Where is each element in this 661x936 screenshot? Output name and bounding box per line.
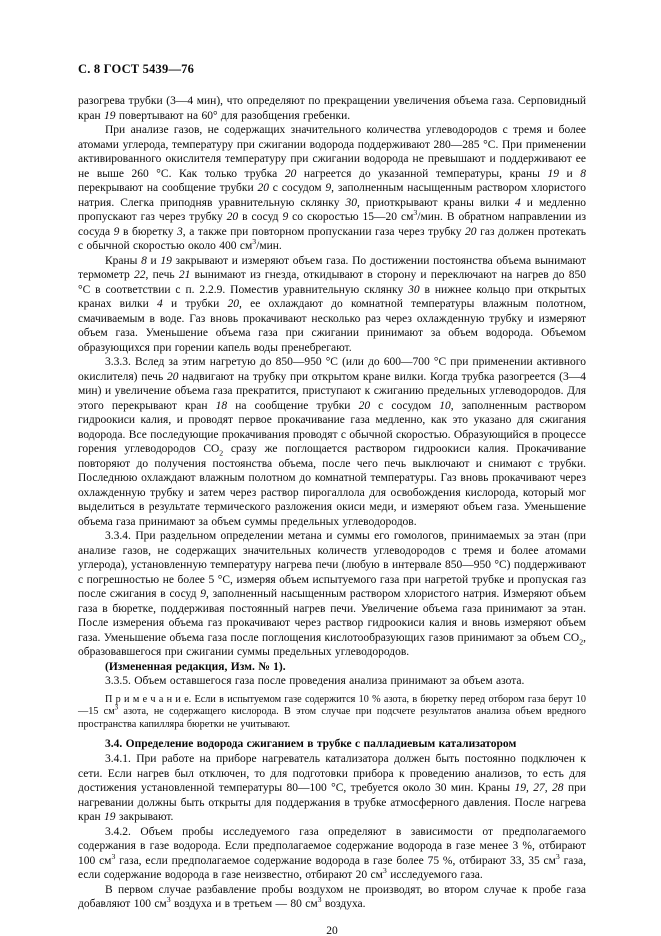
text-run: (Измененная редакция, Изм. № 1). — [105, 660, 286, 673]
text-run: при нагревании должны быть открыты для поддержания в трубке атмосферного давления. После нагрева кран — [78, 782, 587, 824]
text-run: , печь — [145, 269, 179, 281]
para-3-4-2 — [78, 825, 586, 883]
text-run: 3.3.5. Объем оставшегося газа после проведения анализа принимают за объем азота. — [105, 675, 525, 687]
text-run: /мин. В обратном направлении из сосуда — [78, 211, 586, 238]
text-run: 18 — [215, 399, 228, 412]
text-run: 3 — [252, 237, 257, 247]
para-3-3-4 — [78, 529, 586, 660]
text-run: газа, если содержание водорода в газе неизвестно, отбирают 20 см — [78, 854, 587, 882]
text-run: В первом случае разбавление пробы воздухом не производят, во втором случае к пробе газа добавляют 100 см — [78, 883, 586, 911]
text-run: 3.3.3. Вслед за этим нагретую до 850—950 °С (или до 600—700 °С при применении активного окислителя) печь — [78, 356, 586, 383]
text-run: 21 — [178, 269, 191, 281]
page-header: С. 8 ГОСТ 5439—76 — [78, 62, 195, 76]
text-run: газа, если предполагаемое содержание водорода в газе более 75 %, отбирают 33, 35 см — [115, 854, 556, 867]
text-run: сразу же поглощается раствором гидроокиси калия. Прокачивание повторяют до получения постоянства объема, после чего печь выключают и снимают с трубки. Последнюю охлаждают влажным полотном до комнатной температуры. Газ вновь прокачивают через охлажденную трубку и затем через раствор пирогаллола для освобождения кислорода, который мог выделиться в результате термического разложения окиси меди, и измеряют объем газа. Уменьшение объема газа принимают за объем суммы предельных углеводородов. — [78, 443, 586, 528]
text-run: и медленно пропускают газ через трубку — [78, 196, 586, 223]
text-run: и трубки — [162, 298, 228, 310]
document-body — [78, 94, 586, 912]
text-run: , ее охлаждают до комнатной температуры влажным полотном, смачиваемым в воде. Газ вновь прокачивают несколько раз через охлажденную трубку и измеряют объем газа. Уменьшение объема газа при сжигании принимают за объем водорода. Объемом образующихся при горении капель воды пренебрегают. — [78, 298, 587, 354]
text-run: нагреется до указанной температуры, краны — [296, 167, 548, 180]
text-run: разогрева трубки (3—4 мин), что определяют по прекращении увеличения объема газа. Серповидный кран — [78, 95, 586, 122]
text-run: , а также при повторном пропускании газа через трубку — [182, 225, 466, 238]
text-run: 2 — [219, 448, 224, 458]
text-run: на сообщение трубки — [227, 399, 359, 412]
text-run: с сосудом — [268, 182, 326, 194]
para-3-3-5 — [78, 674, 586, 689]
text-run: и — [146, 254, 161, 267]
text-run: 8 — [141, 254, 147, 267]
text-run: 22 — [134, 269, 146, 281]
text-run: и — [558, 167, 581, 180]
text-run: вынимают из гнезда, откидывают в сторону и переключают на нагрев до 850 °С в соответствии с п. 2.2.9. Поместив уравнительную склянку — [78, 269, 586, 296]
text-run: 19, 27, 28 — [514, 782, 564, 795]
text-run: 20 — [166, 370, 179, 383]
text-run: 2 — [579, 636, 584, 646]
text-run: в бюретку — [119, 225, 178, 238]
page-number: 20 — [326, 924, 338, 936]
text-run: 3.4.2. Объем пробы исследуемого газа определяют в зависимости от предполагаемого содержания в газе водорода. Если предполагаемое содержание водорода в газе менее 3 %, отбирают 100 см — [78, 825, 586, 867]
text-run: 20 — [358, 399, 371, 412]
text-run: 20 — [284, 167, 297, 180]
text-run: закрывают. — [115, 811, 174, 824]
text-run: 20 — [226, 211, 239, 223]
text-run: перекрывают на сообщение трубки — [78, 182, 258, 194]
para-amendment-notice — [78, 660, 586, 675]
text-run: 19 — [160, 254, 172, 267]
text-run: 9 — [200, 588, 206, 600]
para-volume-measurement — [78, 254, 586, 356]
text-run: 3 — [317, 895, 322, 905]
text-run: 30 — [408, 283, 420, 296]
text-run: 19 — [547, 167, 559, 180]
text-run: Краны — [105, 254, 142, 267]
text-run: воздуха. — [321, 898, 366, 911]
text-run: 9 — [282, 211, 289, 223]
text-run: 8 — [580, 167, 587, 180]
para-gas-analysis-temperatures — [78, 123, 586, 254]
text-run: надвигают на трубку при открытом кране вилки. Когда трубка разогреется (3—4 мин) и увеличение объема газа прекратится, приступают к сжиганию предельных углеводородов. Для этого перекрывают кран — [78, 370, 586, 412]
text-run: 3 — [382, 866, 387, 876]
text-run: П р и м е ч а н и е. Если в испытуемом газе содержится 10 % азота, в бюретку перед отбором газа берут 10—15 см — [78, 693, 586, 718]
text-run: исследуемого газа. — [386, 869, 483, 882]
text-run: 20 — [465, 225, 477, 238]
text-run: 10 — [439, 399, 451, 412]
text-run: 9 — [113, 225, 120, 238]
para-3-4-1 — [78, 752, 586, 825]
text-run: воздуха и в третьем — 80 см — [170, 898, 318, 911]
para-note — [78, 694, 586, 732]
text-run: 3 — [555, 851, 560, 861]
text-run: со скоростью 15—20 см — [288, 211, 414, 223]
text-run: газ должен протекать с обычной скоростью около 400 см — [78, 225, 586, 252]
text-run: 4 — [515, 196, 521, 209]
text-run: , образовавшегося при сжигании суммы предельных углеводородов. — [78, 631, 586, 658]
text-run: , приоткрывают краны вилки — [357, 196, 516, 209]
para-3-3-2-continuation — [78, 94, 586, 123]
text-run: 3 — [114, 704, 119, 712]
text-run: , заполненным раствором гидроокиси калия, и проводят первое прокачивание газа медленно, как это указано для сжигания водорода. Все последующие прокачивания проводят с обычной скоростью. Образующийся в процессе горения углеводородов CO — [78, 399, 586, 455]
text-run: 20 — [257, 182, 269, 194]
text-run: 3.4. Определение водорода сжиганием в трубке с палладиевым катализатором — [105, 737, 517, 750]
text-run: , заполненный насыщенным раствором хлористого натрия. Измеряют объем газа в бюретке, поддерживая постоянный нагрев печи. Увеличение объема газа принимают за этан. После измерения объема газ прокачивают через раствор гидроокиси калия и вновь измеряют объем газа. Уменьшение объема газа после поглощения кислотообразующих газов принимают за объем CO — [78, 588, 586, 644]
text-run: 3 — [413, 208, 418, 218]
para-3-3-3 — [78, 355, 586, 529]
text-run: , заполненным насыщенным раствором хлористого натрия. Слегка приподняв уравнительную склянку — [78, 182, 586, 209]
text-run: 3.4.1. При работе на приборе нагреватель катализатора должен быть постоянно подключен к сети. Если нагрев был отключен, то для подготовки прибора к проведению анализов, то есть для достижения установленной температуры 80—100 °С, требуется около 30 мин. Краны — [78, 753, 586, 795]
text-run: При анализе газов, не содержащих значительного количества углеводородов с тремя и более атомами углерода, температуру при сжигании водорода поддерживают 280—285 °С. При применении активированного окислителя температуру при сжигании водорода не превышают и поддерживают ее не выше 260 °С. Как только трубка — [78, 124, 586, 180]
text-run: 19 — [103, 811, 116, 824]
text-run: в нижнее кольцо при открытых кранах вилки — [78, 283, 586, 310]
text-run: закрывают и измеряют объем газа. По достижении постоянства объема вынимают термометр — [78, 254, 587, 281]
text-run: 3.3.4. При раздельном определении метана и суммы его гомологов, принимаемых за этан (при анализе газов, не содержащих значительных количеств углеводородов с тремя и более атомами углерода), установленную температуру нагрева печи (любую в интервале 850—950 °С) поддерживают с погрешностью не более 5 °С, измеряя объем испытуемого газа при нагретой трубке и пропуская газ после сжигания в сосуд — [78, 530, 586, 600]
text-run: повертывают на 60° для разобщения гребенки. — [115, 109, 351, 122]
text-run: с сосудом — [370, 399, 440, 412]
text-run: 3 — [166, 895, 171, 905]
heading-3-4 — [78, 737, 586, 752]
text-run: азота, не содержащего кислорода. В этом случае при подсчете результатов анализа объем вредного пространства капилляра бюретки не учитывают. — [78, 706, 587, 730]
text-run: 3 — [111, 851, 116, 861]
text-run: 19 — [103, 109, 116, 122]
text-run: в сосуд — [238, 211, 283, 223]
page-content — [78, 62, 586, 936]
text-run: 3 — [177, 225, 183, 238]
text-run: 30 — [345, 196, 357, 209]
text-run: 9 — [325, 182, 332, 194]
text-run: 20 — [227, 298, 239, 310]
para-dilution — [78, 883, 586, 912]
text-run: 4 — [156, 298, 163, 310]
text-run: /мин. — [256, 240, 282, 252]
